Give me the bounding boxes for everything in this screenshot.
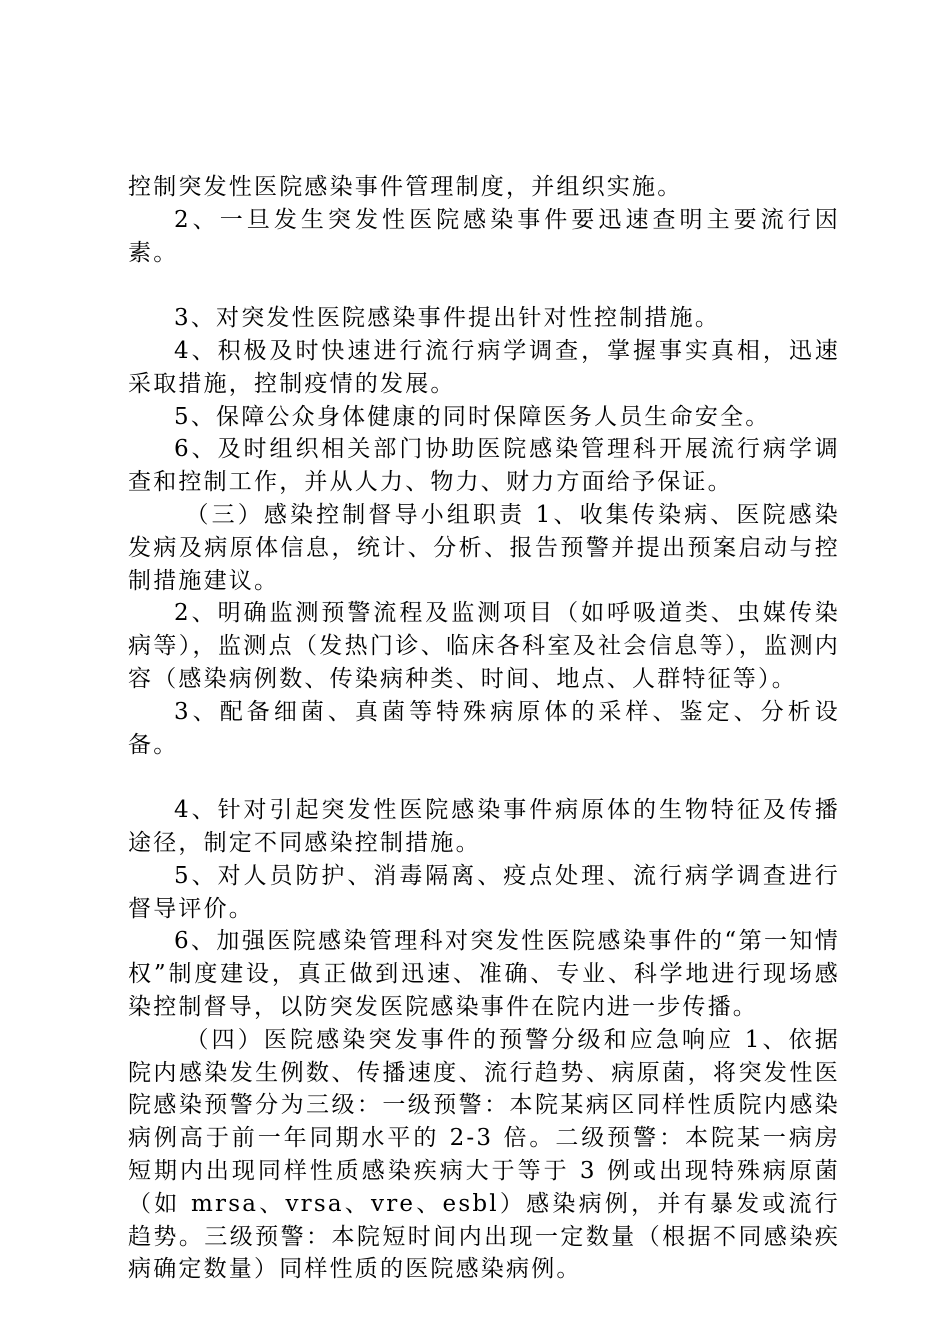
paragraph-pathogen-measures: 4、针对引起突发性医院感染事件病原体的生物特征及传播途径，制定不同感染控制措施。 <box>128 797 840 856</box>
paragraph-item-5: 5、保障公众身体健康的同时保障医务人员生命安全。 <box>174 403 771 430</box>
paragraph-item-2: 2、一旦发生突发性医院感染事件要迅速查明主要流行因素。 <box>128 206 840 266</box>
paragraph-continuation: 控制突发性医院感染事件管理制度，并组织实施。 <box>128 174 683 200</box>
paragraph-item-4: 4、积极及时快速进行流行病学调查，掌握事实真相，迅速采取措施，控制疫情的发展。 <box>128 337 840 397</box>
section-heading-three: （三）感染控制督导小组职责 1、收集传染病、医院感染发病及病原体信息，统计、分析、报告预警并提出预案启动与控制措施建议。 <box>128 501 840 594</box>
paragraph-item-3: 3、对突发性医院感染事件提出针对性控制措施。 <box>174 305 721 332</box>
paragraph-equipment: 3、配备细菌、真菌等特殊病原体的采样、鉴定、分析设备。 <box>128 698 840 758</box>
paragraph-monitoring: 2、明确监测预警流程及监测项目（如呼吸道类、虫媒传染病等），监测点（发热门诊、临床各科室及社会信息等），监测内容（感染病例数、传染病种类、时间、地点、人群特征等）。 <box>128 600 840 692</box>
paragraph-right-to-know: 6、加强医院感染管理科对突发性医院感染事件的“第一知情权”制度建设，真正做到迅速、准确、专业、科学地进行现场感染控制督导，以防突发医院感染事件在院内进一步传播。 <box>128 928 840 1020</box>
section-heading-four: （四）医院感染突发事件的预警分级和应急响应 1、依据院内感染发生例数、传播速度、流行趋势、病原菌，将突发性医院感染预警分为三级：一级预警：本院某病区同样性质院内感染病例高于前一年同期水平的 2-3 倍。二级预警：本院某一病房短期内出现同样性质感染疾病大于等于 3 例或出现特殊病原菌（如 mrsa、vrsa、vre、esbl）感染病例，并有暴发或流行趋势。三级预警：本院短时间内出现一定数量（根据不同感染疾病确定数量）同样性质的医院感染病例。 <box>128 1026 840 1283</box>
paragraph-gap <box>128 269 840 302</box>
paragraph-gap <box>128 761 840 794</box>
paragraph-supervision: 5、对人员防护、消毒隔离、疫点处理、流行病学调查进行督导评价。 <box>128 862 840 922</box>
document-body <box>128 171 840 1286</box>
paragraph-item-6: 6、及时组织相关部门协助医院感染管理科开展流行病学调查和控制工作，并从人力、物力、财力方面给予保证。 <box>128 436 840 496</box>
